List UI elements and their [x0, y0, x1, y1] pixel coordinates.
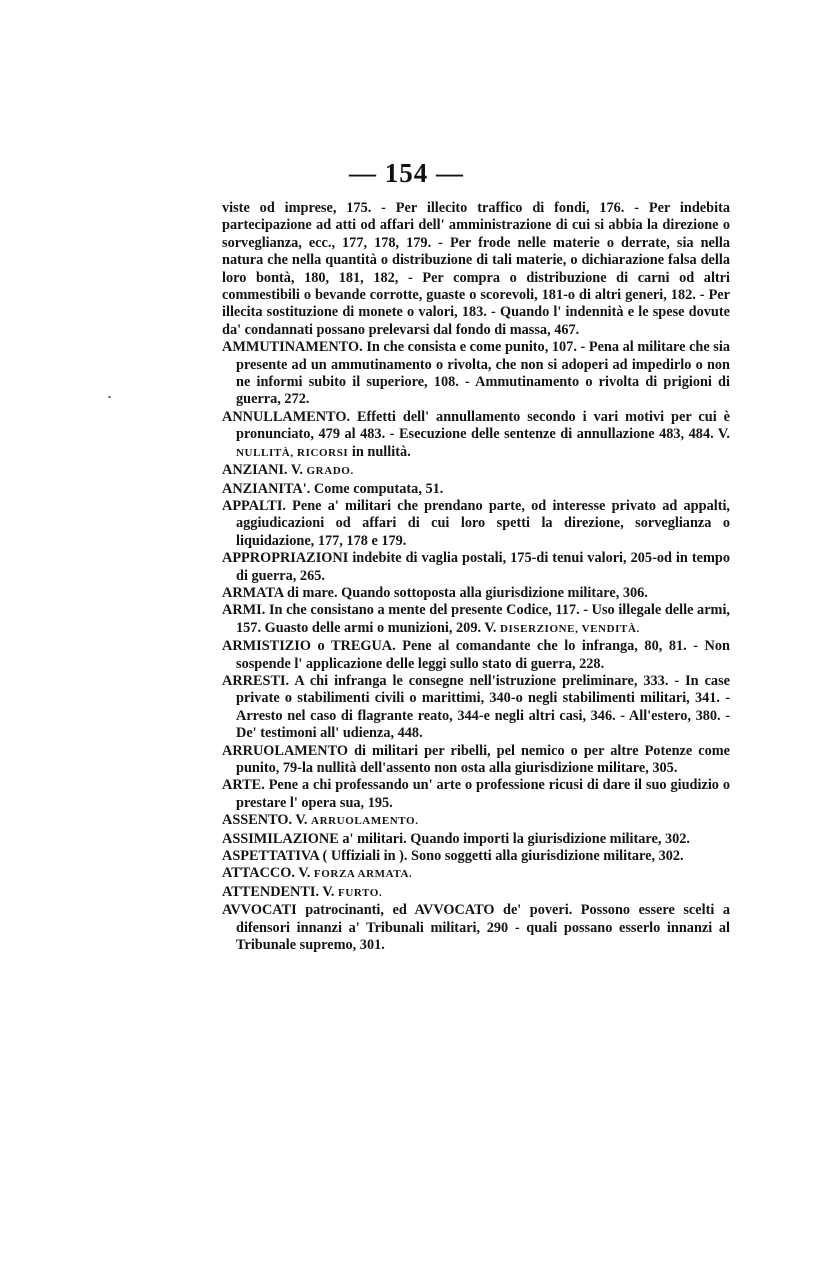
- index-entry: [222, 481, 730, 498]
- continuation-paragraph: viste od imprese, 175. - Per illecito traffico di fondi, 176. - Per indebita partecipazione ad atti od affari dell' amministrazione di cui si abbia la direzione o sorveglianza, ecc., 177, 178, 179. - Per frode nelle materie o derrate, sia nella natura che nella quantità o distribuzione di tali materie, o dichiarazione falsa della loro bontà, 180, 181, 182, - Per compra o distribuzione di carni od altri commestibili o bevande corrotte, guaste o scorevoli, 181-o di altri generi, 182. - Per illecita sostituzione di monete o valori, 183. - Quando l' indennità e le spese dovute da' condannati possano prelevarsi dal fondo di massa, 467.: [222, 200, 730, 338]
- entry-text: V.: [290, 462, 303, 479]
- entry-text: Pene a' militari che prendano parte, od interesse privato ad appalti, aggiudicazioni od affari di cui loro spetti la direzione, sorveglianza o liquidazione, 177, 178 e 179.: [236, 497, 731, 549]
- entry-headword: AVVOCATI: [222, 902, 297, 919]
- margin-mark: [108, 396, 111, 398]
- entry-text: V.: [298, 865, 311, 882]
- entry-headword: ARMISTIZIO o TREGUA.: [222, 638, 396, 655]
- index-entry: [222, 339, 730, 409]
- entry-text-tail: in nullità.: [351, 443, 411, 460]
- entry-text: A chi infranga le consegne nell'istruzione preliminare, 333. - In case private o stabilimenti civili o marittimi, 340-o negli stabilimenti militari, 341. - Arresto nel caso di flagrante reato, 344-e negli altri casi, 346. - All'estero, 380. - De' testimoni all' udienza, 448.: [236, 672, 730, 742]
- index-entry: [222, 831, 730, 848]
- index-entry: [222, 673, 730, 743]
- entry-text: In che consista e come punito, 107. - Pena al militare che sia presente ad un ammutinamento o rivolta, che non si adoperi ad impedirlo o non ne informi subito il superiore, 108. - Ammutinamento o rivolta di prigioni di guerra, 272.: [236, 339, 730, 408]
- entry-headword: ASSIMILAZIONE: [222, 830, 339, 847]
- entry-cross-reference: DISERZIONE, VENDITÀ.: [500, 622, 640, 635]
- entry-text: V.: [322, 883, 335, 900]
- entry-headword: ARMI.: [222, 602, 266, 619]
- entry-text: a' militari. Quando importi la giurisdizione militare, 302.: [342, 830, 690, 847]
- entry-headword: ARTE.: [222, 777, 265, 794]
- entry-text: ( Uffiziali in ). Sono soggetti alla giurisdizione militare, 302.: [322, 848, 684, 865]
- index-entry: [222, 902, 730, 954]
- entry-text: di mare. Quando sottoposta alla giurisdizione militare, 306.: [287, 584, 648, 601]
- entry-cross-reference: GRADO.: [306, 465, 354, 478]
- entry-headword: ARMATA: [222, 584, 284, 601]
- entry-text: V.: [295, 812, 308, 829]
- entry-text: Effetti dell' annullamento secondo i vari motivi per cui è pronunciato, 479 al 483. - Esecuzione delle sentenze di annullazione 483, 484. V.: [236, 408, 730, 443]
- entry-cross-reference: ARRUOLAMENTO.: [311, 815, 419, 828]
- entry-headword: ATTACCO.: [222, 865, 295, 882]
- index-entry: [222, 812, 730, 830]
- index-entry: [222, 498, 730, 550]
- entry-headword: ARRUOLAMENTO: [222, 742, 349, 759]
- entry-headword: ASPETTATIVA: [222, 848, 319, 865]
- entry-text: indebite di vaglia postali, 175-di tenui valori, 205-od in tempo di guerra, 265.: [236, 550, 730, 584]
- index-entry: [222, 848, 730, 865]
- entry-headword: ANZIANITA'.: [222, 480, 311, 497]
- index-entry: [222, 585, 730, 602]
- entry-cross-reference: FORZA ARMATA.: [313, 868, 413, 881]
- entry-text: In che consistano a mente del presente Codice, 117. - Uso illegale delle armi, 157. Guasto delle armi o munizioni, 209. V.: [236, 602, 730, 636]
- index-entry: [222, 777, 730, 812]
- index-entry: [222, 865, 730, 883]
- index-entry: [222, 602, 730, 638]
- index-entry: [222, 409, 730, 462]
- entry-text: Come computata, 51.: [313, 480, 444, 497]
- entry-headword: ARRESTI.: [222, 672, 290, 689]
- entry-headword: AMMUTINAMENTO.: [222, 339, 363, 356]
- entry-headword: APPROPRIAZIONI: [222, 550, 349, 567]
- entry-headword: APPALTI.: [222, 497, 286, 514]
- index-entry: [222, 462, 730, 480]
- entry-headword: ATTENDENTI.: [222, 883, 320, 900]
- index-text: [222, 200, 730, 954]
- entry-headword: ANNULLAMENTO.: [222, 408, 351, 425]
- index-entry: [222, 638, 730, 673]
- index-entry: [222, 743, 730, 778]
- entry-text: patrocinanti, ed AVVOCATO de' poveri. Possono essere scelti a difensori innanzi a' Tribunali militari, 290 - quali possano esserlo innanzi al Tribunale supremo, 301.: [236, 902, 730, 954]
- index-entry: [222, 550, 730, 585]
- entry-cross-reference: NULLITÀ, RICORSI: [236, 446, 349, 459]
- index-entry: [222, 884, 730, 902]
- entry-cross-reference: FURTO.: [338, 886, 383, 899]
- entry-headword: ANZIANI.: [222, 462, 288, 479]
- entry-text: di militari per ribelli, pel nemico o per altre Potenze come punito, 79-la nullità dell'assento non osta alla giurisdizione militare, 305.: [236, 742, 730, 776]
- entry-text: Pene al comandante che lo infranga, 80, 81. - Non sospende l' applicazione delle leggi sullo stato di guerra, 228.: [236, 638, 730, 672]
- entry-text: Pene a chi professando un' arte o professione ricusi di dare il suo giudizio o prestare l' opera sua, 195.: [236, 777, 730, 811]
- page-number: — 154 —: [349, 158, 464, 188]
- entry-headword: ASSENTO.: [222, 812, 293, 829]
